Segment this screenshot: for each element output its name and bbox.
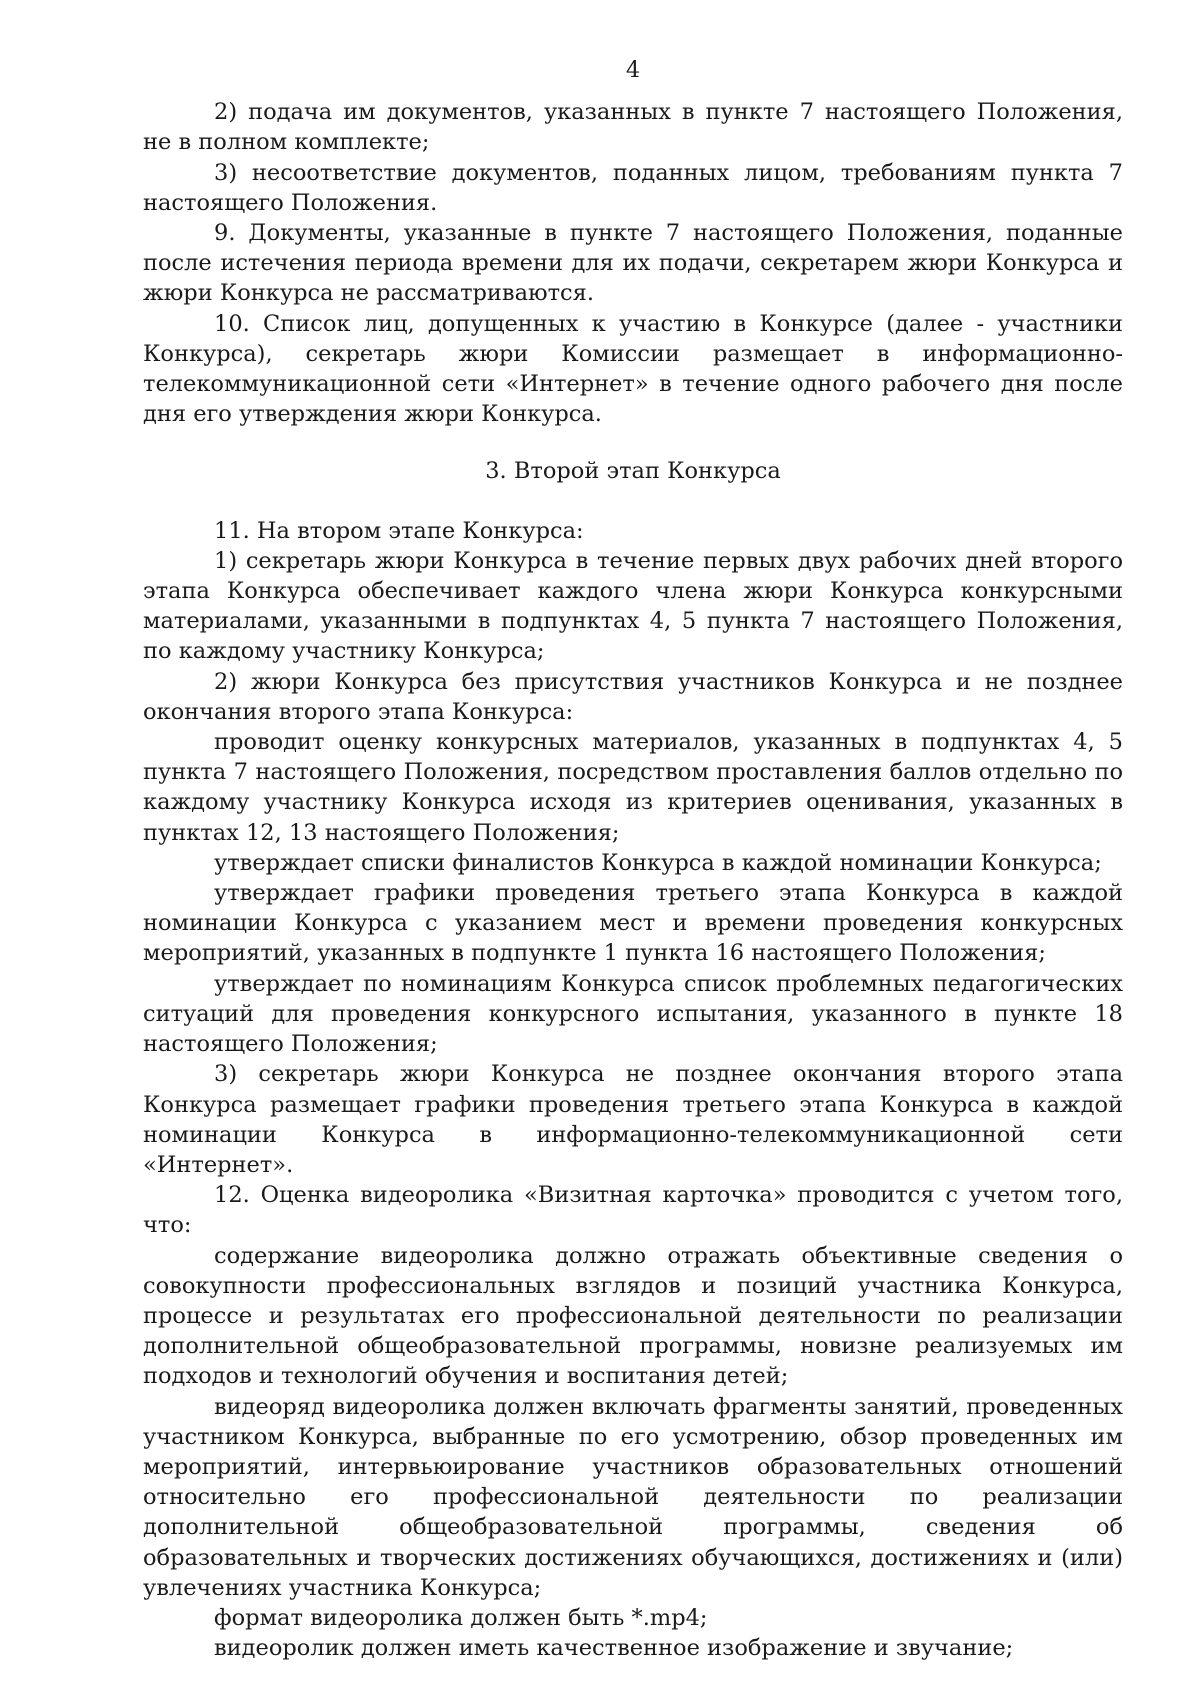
paragraph-item-3-nonconformity: 3) несоответствие документов, поданных лицом, требованиям пункта 7 настоящего Положения. bbox=[143, 159, 1123, 216]
paragraph-video-format: формат видеоролика должен быть *.mp4; bbox=[214, 1604, 708, 1631]
paragraph-finalist-lists: утверждает списки финалистов Конкурса в каждой номинации Конкурса; bbox=[214, 849, 1102, 876]
paragraph-clause-10: 10. Список лиц, допущенных к участию в Конкурсе (далее - участники Конкурса), секретарь жюри Комиссии размещает в информационно-телекоммуникационной сети «Интернет» в течение одного рабочего дня после дня его утверждения жюри Конкурса. bbox=[143, 310, 1123, 428]
paragraph-video-quality: видеоролик должен иметь качественное изображение и звучание; bbox=[214, 1635, 1014, 1662]
paragraph-clause-11-item-1: 1) секретарь жюри Конкурса в течение первых двух рабочих дней второго этапа Конкурса обеспечивает каждого члена жюри Конкурса конкурсными материалами, указанными в подпунктах 4, 5 пункта 7 настоящего Положения, по каждому участнику Конкурса; bbox=[143, 547, 1123, 665]
document-page bbox=[143, 55, 1123, 1663]
paragraph-video-footage: видеоряд видеоролика должен включать фрагменты занятий, проведенных участником Конкурса, выбранные по его усмотрению, обзор проведенных им мероприятий, интервьюирование участников образовательных отношений относительно его профессиональной деятельности по реализации дополнительной общеобразовательной программы, сведения об образовательных и творческих достижениях обучающихся, достижениях и (или) увлечениях участника Конкурса; bbox=[143, 1393, 1123, 1601]
paragraph-jury-evaluation: проводит оценку конкурсных материалов, указанных в подпунктах 4, 5 пункта 7 настоящего Положения, посредством проставления баллов отдельно по каждому участнику Конкурса исходя из критериев оценивания, указанных в пунктах 12, 13 настоящего Положения; bbox=[143, 729, 1123, 846]
paragraph-clause-12: 12. Оценка видеоролика «Визитная карточка» проводится с учетом того, что: bbox=[143, 1182, 1123, 1239]
paragraph-clause-9: 9. Документы, указанные в пункте 7 настоящего Положения, поданные после истечения периода времени для их подачи, секретарем жюри Конкурса и жюри Конкурса не рассматриваются. bbox=[143, 220, 1123, 307]
paragraph-clause-11-item-3: 3) секретарь жюри Конкурса не позднее окончания второго этапа Конкурса размещает графики проведения третьего этапа Конкурса в каждой номинации Конкурса в информационно-телекоммуникационной сети «Интернет». bbox=[143, 1061, 1123, 1178]
section-heading: 3. Второй этап Конкурса bbox=[485, 458, 781, 485]
paragraph-clause-11: 11. На втором этапе Конкурса: bbox=[214, 517, 584, 544]
paragraph-schedules: утверждает графики проведения третьего этапа Конкурса в каждой номинации Конкурса с указанием мест и времени проведения конкурсных мероприятий, указанных в подпункте 1 пункта 16 настоящего Положения; bbox=[143, 880, 1123, 967]
paragraph-video-content: содержание видеоролика должно отражать объективные сведения о совокупности профессиональных взглядов и позиций участника Конкурса, процессе и результатах его профессиональной деятельности по реализации дополнительной общеобразовательной программы, новизне реализуемых им подходов и технологий обучения и воспитания детей; bbox=[143, 1242, 1123, 1390]
paragraph-item-2-incomplete: 2) подача им документов, указанных в пункте 7 настоящего Положения, не в полном комплекте; bbox=[143, 99, 1123, 156]
page-number: 4 bbox=[625, 57, 641, 83]
paragraph-clause-11-item-2: 2) жюри Конкурса без присутствия участников Конкурса и не позднее окончания второго этапа Конкурса: bbox=[143, 668, 1123, 725]
paragraph-problem-situations: утверждает по номинациям Конкурса список проблемных педагогических ситуаций для проведения конкурсного испытания, указанного в пункте 18 настоящего Положения; bbox=[143, 970, 1123, 1058]
